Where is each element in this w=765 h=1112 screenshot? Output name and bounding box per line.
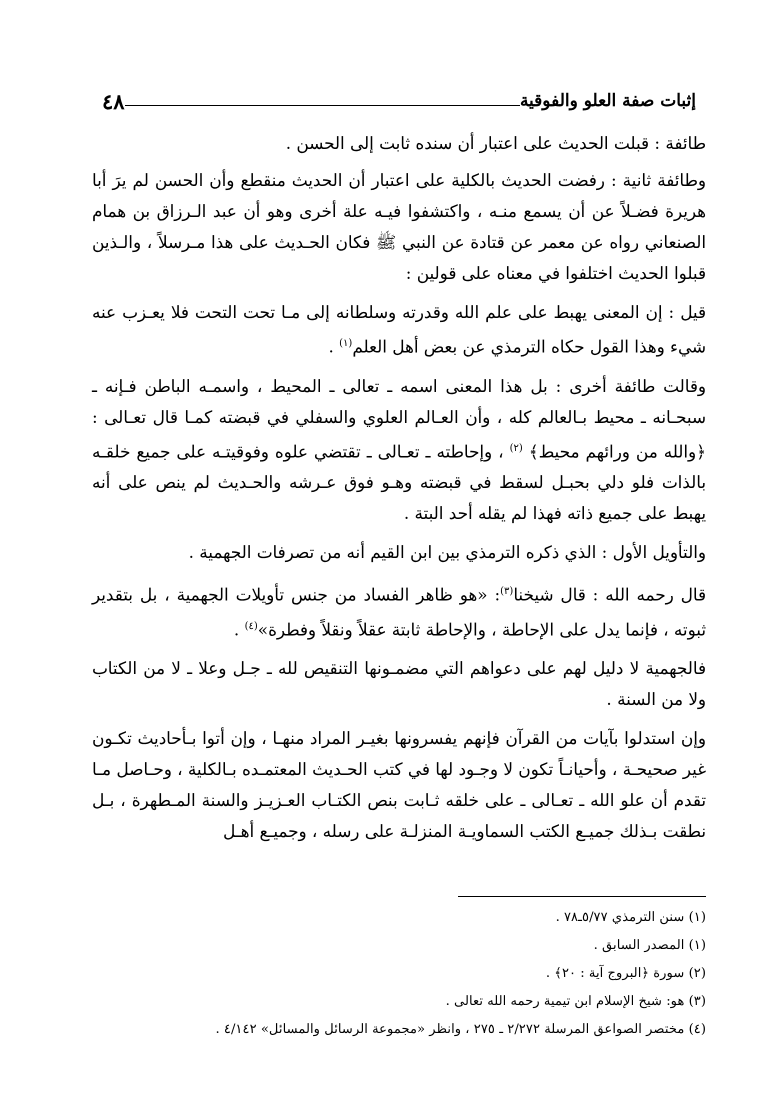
footnote-ref: (١): [339, 338, 353, 349]
running-title: إثبات صفة العلو والفوقية: [519, 91, 696, 111]
main-text: [92, 128, 706, 855]
paragraph-7: [92, 653, 706, 715]
paragraph-text: قيل : إن المعنى يهبط على علم الله وقدرته وسلطانه إلى مـا تحت التحت فلا يعـزب عنه شيء وهذا القول حكاه الترمذي عن بعض أهل العلم: [92, 302, 706, 357]
footnote-ref: (٤): [244, 620, 258, 632]
paragraph-text: قال رحمه الله : قال شيخنا: [513, 584, 706, 605]
footnote-item: (٢) سورة ﴿البروج آية : ٢٠﴾ .: [545, 966, 706, 981]
paragraph-2: [92, 165, 706, 289]
paragraph-5: [92, 537, 706, 568]
paragraph-text: وإن استدلوا بآيات من القرآن فإنهم يفسرونها بغيـر المراد منهـا ، وإن أتوا بـأحاديث تكـون غير صحيحـة ، وأحيانـاً تكون لا وجـود لها في كتب الحـديث المعتمـده بـالكلية ، وحـاصل مـا تقدم أن علو الله ـ تعـالى ـ على خلقه ثـابت بنص الكتـاب العـزيـز والسنة المـطهرة ، بـل نطقت بـذلك جميـع الكتب السماويـة المنزلـة على رسله ، وجميـع أهـل: [92, 728, 706, 842]
footnote-item: (١) المصدر السابق .: [593, 938, 706, 953]
paragraph-text: والتأويل الأول : الذي ذكره الترمذي بين ابن القيم أنه من تصرفات الجهمية .: [188, 542, 706, 563]
paragraph-text: : «هو ظاهر الفساد من جنس تأويلات الجهمية ، بل بتقدير ثبوته ، فإنما يدل على الإحاطة ، والإحاطة ثابتة عقلاً ونقلاً وفطرة»: [92, 584, 706, 640]
footnote-item: (٣) هو: شيخ الإسلام ابن تيمية رحمه الله تعالى .: [445, 994, 706, 1009]
paragraph-text: ، وإحاطته ـ تعـالى ـ تقتضي علوه وفوقيتـه على جميع خلقـه بالذات فلو دلي بحبـل لسقط في قبضته وهـو فوق عـرشه والحـديث لم ينص على أنه يهبط على جميع ذاته فهذا لم يقله أحد البتة .: [92, 441, 706, 524]
footnote-separator: [458, 896, 706, 897]
paragraph-4: [92, 371, 706, 530]
paragraph-text: وطائفة ثانية : رفضت الحديث بالكلية على اعتبار أن الحديث منقطع وأن الحسن لم يرَ أبا هريرة فضـلاً عن أن يسمع منـه ، واكتشفوا فيـه علة أخرى وهو أن عبد الـرزاق بن همام الصنعاني رواه عن معمر عن قتادة عن النبي ﷺ فكان الحـديث على هذا مـرسلاً ، والـذين قبلوا الحديث اختلفوا في معناه على قولين :: [92, 170, 706, 283]
page-header: [92, 86, 706, 116]
paragraph-8: [92, 723, 706, 847]
header-rule: [125, 105, 520, 106]
paragraph-3: [92, 297, 706, 363]
footnote-item: (١) سنن الترمذي ٥/٧٧ـ٧٨ .: [555, 910, 706, 925]
page-number: ٤٨: [102, 88, 125, 114]
paragraph-6: [92, 576, 706, 645]
paragraph-text: طائفة : قبلت الحديث على اعتبار أن سنده ثابت إلى الحسن .: [285, 133, 706, 153]
paragraph-text: وقالت طائفة أخرى : بل هذا المعنى اسمه ـ تعالى ـ المحيط ، واسمـه الباطن فـإنه ـ سبحـانه ـ محيط بـالعالم كله ، وأن العـالم العلوي والسفلي في قبضته كمـا قال تعـالى : ﴿والله من ورائهم محيط﴾: [92, 375, 706, 462]
paragraph-text: .: [328, 336, 334, 357]
paragraph-text: فالجهمية لا دليل لهم على دعواهم التي مضمـونها التنقيص لله ـ جـل وعلا ـ لا من الكتاب ولا من السنة .: [92, 658, 706, 710]
paragraph-text: .: [233, 619, 240, 640]
footnotes: [92, 904, 706, 1044]
footnote-item: (٤) مختصر الصواعق المرسلة ٢/٢٧٢ ـ ٢٧٥ ، وانظر «مجموعة الرسائل والمسائل» ٤/١٤٢ .: [215, 1022, 706, 1037]
footnote-ref: (٣): [500, 586, 514, 598]
paragraph-1: [92, 128, 706, 159]
footnote-ref: (٢): [509, 442, 523, 454]
